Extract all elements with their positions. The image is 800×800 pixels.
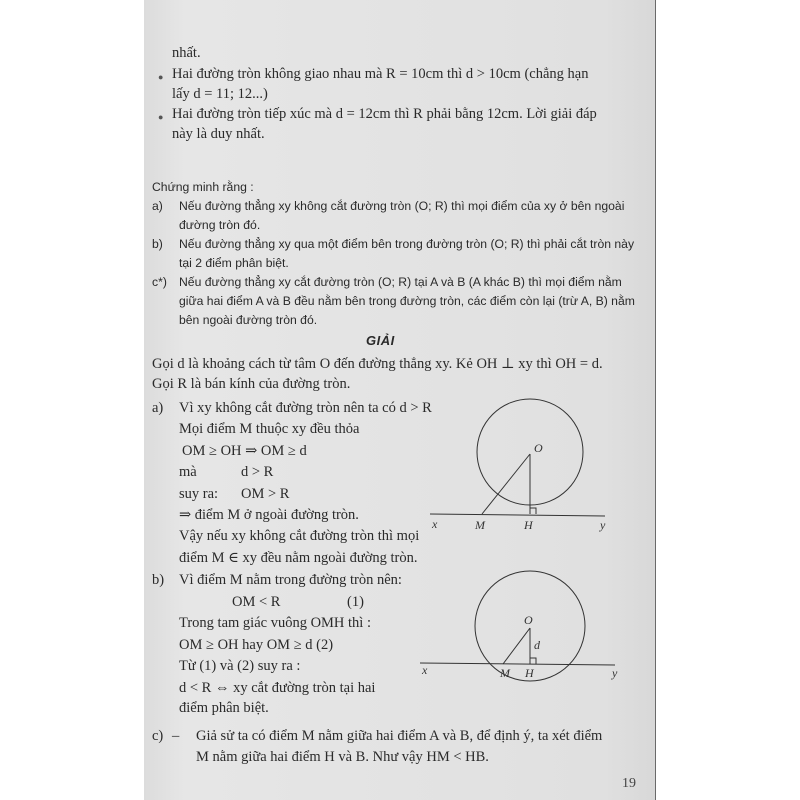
bullet-2-line-2: này là duy nhất. [172, 126, 265, 142]
bullet-1-line-2: lấy d = 11; 12...) [172, 86, 268, 102]
solution-b-label: b) [152, 572, 165, 588]
label-O: O [524, 613, 533, 627]
solution-a-line: Mọi điểm M thuộc xy đều thỏa [179, 421, 360, 437]
label-M: M [475, 518, 485, 532]
equation-number: (1) [347, 594, 364, 610]
part-a-label: a) [152, 199, 163, 213]
solution-intro-line-2: Gọi R là bán kính của đường tròn. [152, 376, 351, 392]
bullet-1-line-1: Hai đường tròn không giao nhau mà R = 10cm thì d > 10cm (chẳng hạn [172, 66, 589, 82]
solution-a-formula: OM > R [241, 486, 290, 502]
problem-a-line-2: đường tròn đó. [179, 218, 261, 232]
dash: – [172, 728, 180, 744]
right-angle-icon [530, 508, 536, 514]
label-H: H [524, 518, 533, 532]
part-c-label: c*) [152, 275, 167, 289]
bullet-icon: ● [158, 112, 164, 122]
page-number: 19 [622, 776, 636, 791]
solution-a-label: a) [152, 400, 164, 416]
figure-b [420, 571, 615, 681]
solution-a-line: suy ra: [179, 486, 219, 502]
label-x: x [432, 517, 438, 531]
solution-b-line: Vì điểm M nằm trong đường tròn nên: [179, 572, 402, 588]
problem-a-line-1: Nếu đường thẳng xy không cắt đường tròn (O; R) thì mọi điểm của xy ở bên ngoài [179, 199, 625, 213]
part-b-label: b) [152, 237, 163, 251]
solution-c-line-1: Giả sử ta có điểm M nằm giữa hai điểm A và B, để định ý, ta xét điểm [196, 728, 603, 744]
solution-b-line: điểm phân biệt. [179, 700, 269, 716]
solution-c-label: c) [152, 728, 164, 744]
line-xy [420, 663, 615, 665]
label-y: y [600, 518, 606, 532]
solution-b-formula: OM ≥ OH hay OM ≥ d (2) [179, 637, 334, 653]
label-y: y [612, 666, 618, 680]
label-M: M [500, 666, 510, 680]
solution-b-line: Trong tam giác vuông OMH thì : [179, 615, 371, 631]
problem-b-line-2: tại 2 điểm phân biệt. [179, 256, 289, 270]
label-x: x [422, 663, 428, 677]
solution-b-line: Từ (1) và (2) suy ra : [179, 658, 301, 674]
solution-title: GIẢI [366, 333, 395, 348]
solution-b-line: d < R ⇔ xy cắt đường tròn tại hai [179, 680, 376, 696]
segment-OM [503, 628, 530, 664]
solution-intro-line-1: Gọi d là khoảng cách từ tâm O đến đường thẳng xy. Kẻ OH ⊥ xy thì OH = d. [152, 356, 603, 372]
problem-b-line-1: Nếu đường thẳng xy qua một điểm bên trong đường tròn (O; R) thì phải cắt tròn này [179, 237, 635, 251]
figure-a [430, 399, 605, 516]
problem-c-line-3: bên ngoài đường tròn đó. [179, 313, 318, 327]
problem-c-line-2: giữa hai điểm A và B đều nằm bên trong đường tròn, các điểm còn lại (trừ A, B) nằm [179, 294, 635, 308]
solution-a-line: Vậy nếu xy không cắt đường tròn thì mọi [179, 528, 420, 544]
solution-a-formula: OM ≥ OH ⇒ OM ≥ d [182, 443, 307, 459]
solution-a-line: mà [179, 464, 197, 480]
line-xy [430, 514, 605, 516]
solution-b-formula: OM < R [232, 594, 281, 610]
label-d: d [534, 638, 540, 652]
solution-a-line: điểm M ∈ xy đều nằm ngoài đường tròn. [179, 550, 418, 566]
label-O: O [534, 441, 543, 455]
continued-text: nhất. [172, 45, 201, 61]
right-angle-icon [530, 658, 536, 664]
solution-c-line-2: M nằm giữa hai điểm H và B. Như vậy HM < HB. [196, 749, 489, 765]
solution-a-formula: d > R [241, 464, 274, 480]
problem-c-line-1: Nếu đường thẳng xy cắt đường tròn (O; R) tại A và B (A khác B) thì mọi điểm nằm [179, 275, 622, 289]
bullet-icon: ● [158, 72, 164, 82]
label-H: H [525, 666, 534, 680]
solution-a-line: ⇒ điểm M ở ngoài đường tròn. [179, 507, 359, 523]
bullet-2-line-1: Hai đường tròn tiếp xúc mà d = 12cm thì R phải bằng 12cm. Lời giải đáp [172, 106, 597, 122]
solution-a-line: Vì xy không cắt đường tròn nên ta có d > R [179, 400, 432, 416]
problem-heading: Chứng minh rằng : [152, 180, 254, 194]
